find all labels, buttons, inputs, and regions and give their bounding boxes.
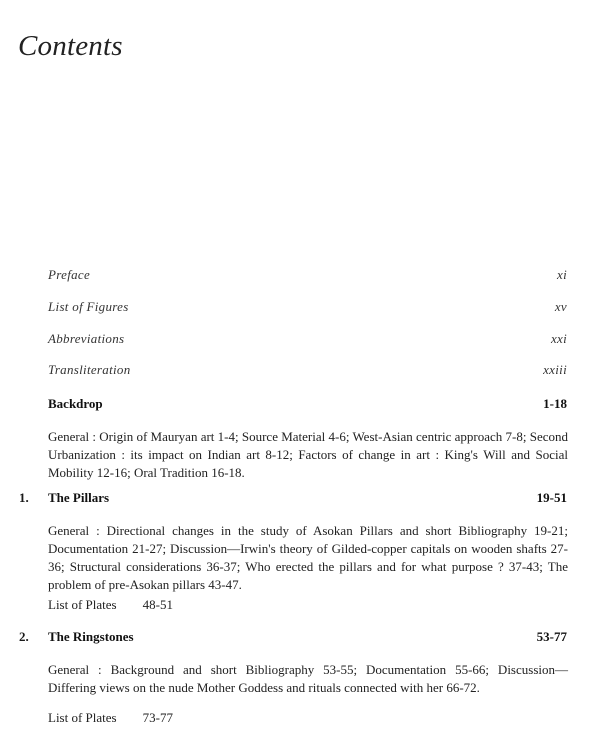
chapter-description: General : Background and short Bibliography 53-55; Documentation 55-66; Discussion— Differing views on the nude Mother Goddess and rituals connected with her 66-72. — [48, 662, 568, 695]
toc-entry-page: xv — [554, 299, 567, 314]
chapter-number: 1. — [19, 490, 29, 505]
toc-entry-label: Preface — [48, 267, 91, 282]
toc-entry-label: List of Figures — [48, 299, 129, 314]
toc-entry-abbreviations[interactable] — [0, 331, 600, 351]
chapter-heading: The Ringstones — [48, 629, 134, 644]
list-of-plates-entry[interactable] — [48, 597, 173, 613]
toc-entry-page: xi — [557, 267, 567, 282]
toc-entry-transliteration[interactable] — [0, 362, 600, 382]
plates-label: List of Plates — [48, 597, 117, 612]
page-title: Contents — [18, 30, 123, 62]
chapter-heading: The Pillars — [48, 490, 110, 505]
toc-entry-the-pillars[interactable] — [0, 490, 600, 510]
list-of-plates-entry[interactable] — [48, 710, 173, 726]
toc-entry-page: xxiii — [543, 362, 567, 377]
toc-entry-the-ringstones[interactable] — [0, 629, 600, 649]
chapter-pages: 53-77 — [536, 629, 567, 644]
chapter-number: 2. — [19, 629, 29, 644]
toc-entry-label: Abbreviations — [48, 331, 125, 346]
plates-pages: 73-77 — [142, 710, 173, 725]
chapter-pages: 19-51 — [536, 490, 567, 505]
toc-entry-preface[interactable] — [0, 267, 600, 287]
plates-pages: 48-51 — [142, 597, 173, 612]
plates-label: List of Plates — [48, 710, 117, 725]
section-description: General : Origin of Mauryan art 1-4; Source Material 4-6; West-Asian centric approach 7-8; Second Urbanization : its impact on Indian art 8-12; Factors of change in art : King's Will and Social Mobility 12-16; Oral Tradition 16-18. — [48, 429, 568, 480]
chapter-description: General : Directional changes in the study of Asokan Pillars and short Bibliography 19-21; Documentation 21-27; Discussion—Irwin's theory of Gilded-copper capitals on wooden shafts 27-36; Structural considerations 36-37; Who erected the pillars and for what purpose ? 37-43; The problem of pre-Asokan pillars 43-47. — [48, 523, 568, 592]
toc-entry-backdrop[interactable] — [0, 396, 600, 416]
toc-entry-list-of-figures[interactable] — [0, 299, 600, 319]
toc-entry-page: xxi — [550, 331, 567, 346]
section-heading: Backdrop — [48, 396, 103, 411]
toc-entry-label: Transliteration — [48, 362, 131, 377]
section-pages: 1-18 — [543, 396, 567, 411]
